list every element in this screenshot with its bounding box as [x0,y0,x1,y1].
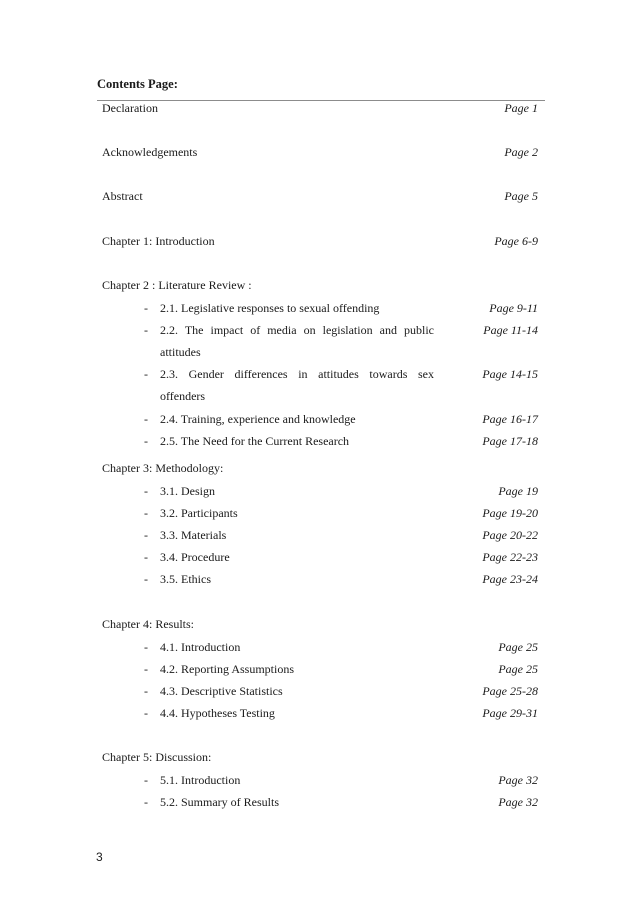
toc-subentry-text: 3.5. Ethics [160,572,211,586]
toc-subentry-page: Page 16-17 [482,412,538,426]
list-dash: - [144,434,148,448]
toc-subentry-text: 4.1. Introduction [160,640,241,654]
toc-subentry-page: Page 32 [498,795,538,809]
toc-subentry-text: 2.4. Training, experience and knowledge [160,412,356,426]
list-dash: - [144,795,148,809]
toc-entry-page: Page 1 [504,101,538,115]
toc-subentry-text: 2.3. Gender differences in attitudes towards sex offenders [160,367,434,403]
toc-subentry-page: Page 25 [498,662,538,676]
toc-subentry-page: Page 19 [498,484,538,498]
toc-subentry-text: 2.2. The impact of media on legislation and public attitudes [160,323,434,359]
toc-entry-label: Acknowledgements [102,145,198,159]
toc-entry-page: Page 2 [504,145,538,159]
list-dash: - [144,773,148,787]
toc-subentry-page: Page 25-28 [482,684,538,698]
toc-subentry-page: Page 9-11 [489,301,538,315]
list-dash: - [144,367,148,381]
toc-subentry-text: 3.1. Design [160,484,215,498]
toc-subentry-page: Page 32 [498,773,538,787]
toc-entry-page: Page 6-9 [494,234,538,248]
toc-chapter-label: Chapter 5: Discussion: [102,750,212,764]
list-dash: - [144,662,148,676]
toc-entry-page: Page 5 [504,189,538,203]
toc-chapter-label: Chapter 3: Methodology: [102,461,224,475]
toc-subentry-page: Page 11-14 [483,323,538,337]
list-dash: - [144,301,148,315]
toc-subentry-text: 2.5. The Need for the Current Research [160,434,350,448]
toc-entry-label: Chapter 1: Introduction [102,234,215,248]
toc-subentry-page: Page 25 [498,640,538,654]
list-dash: - [144,706,148,720]
toc-subentry-text: 3.2. Participants [160,506,238,520]
list-dash: - [144,684,148,698]
page-number: 3 [96,850,103,864]
toc-subentry-page: Page 19-20 [482,506,538,520]
toc-subentry-page: Page 29-31 [482,706,538,720]
list-dash: - [144,550,148,564]
toc-subentry-page: Page 20-22 [482,528,538,542]
toc-subentry-text: 3.3. Materials [160,528,227,542]
list-dash: - [144,640,148,654]
toc-entry-label: Declaration [102,101,158,115]
list-dash: - [144,506,148,520]
toc-chapter-label: Chapter 2 : Literature Review : [102,278,252,292]
list-dash: - [144,484,148,498]
toc-subentry-text: 2.1. Legislative responses to sexual offending [160,301,380,315]
list-dash: - [144,528,148,542]
toc-chapter-label: Chapter 4: Results: [102,617,194,631]
toc-subentry-text: 5.1. Introduction [160,773,241,787]
toc-subentry-page: Page 22-23 [482,550,538,564]
list-dash: - [144,572,148,586]
toc-subentry-text: 4.3. Descriptive Statistics [160,684,283,698]
toc-subentry-text: 5.2. Summary of Results [160,795,279,809]
toc-subentry-text: 4.4. Hypotheses Testing [160,706,275,720]
toc-subentry-page: Page 14-15 [482,367,538,381]
toc-subentry-page: Page 17-18 [482,434,538,448]
toc-subentry-text: 3.4. Procedure [160,550,230,564]
toc-subentry-page: Page 23-24 [482,572,538,586]
contents-heading: Contents Page: [97,77,178,91]
toc-subentry-text: 4.2. Reporting Assumptions [160,662,295,676]
list-dash: - [144,412,148,426]
list-dash: - [144,323,148,337]
toc-entry-label: Abstract [102,189,143,203]
